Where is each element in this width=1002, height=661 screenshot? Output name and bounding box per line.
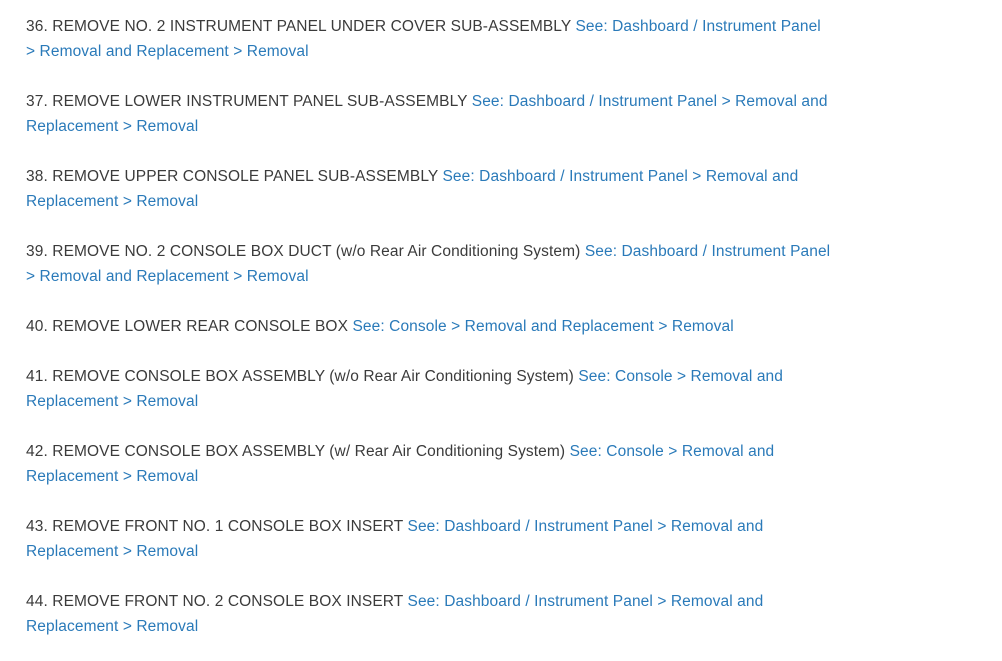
step-reference-link[interactable]: See: Dashboard / Instrument Panel > Removal and Replacement > Removal (26, 243, 831, 285)
list-item (26, 364, 832, 414)
step-title: REMOVE CONSOLE BOX ASSEMBLY (w/o Rear Air Conditioning System) (52, 368, 574, 385)
list-item (26, 514, 832, 564)
list-item (26, 164, 832, 214)
step-reference-link[interactable]: See: Dashboard / Instrument Panel > Removal and Replacement > Removal (26, 593, 764, 635)
step-number: 39. (26, 243, 48, 260)
step-reference-link[interactable]: See: Dashboard / Instrument Panel > Removal and Replacement > Removal (26, 168, 799, 210)
step-title: REMOVE UPPER CONSOLE PANEL SUB-ASSEMBLY (52, 168, 439, 185)
step-title: REMOVE FRONT NO. 2 CONSOLE BOX INSERT (52, 593, 404, 610)
step-number: 42. (26, 443, 48, 460)
list-item (26, 239, 832, 289)
list-item (26, 14, 832, 64)
step-reference-link[interactable]: See: Dashboard / Instrument Panel > Removal and Replacement > Removal (26, 18, 821, 60)
step-title: REMOVE NO. 2 CONSOLE BOX DUCT (w/o Rear Air Conditioning System) (52, 243, 581, 260)
step-number: 37. (26, 93, 48, 110)
step-title: REMOVE FRONT NO. 1 CONSOLE BOX INSERT (52, 518, 404, 535)
step-title: REMOVE LOWER INSTRUMENT PANEL SUB-ASSEMBLY (52, 93, 468, 110)
list-item (26, 589, 832, 639)
step-title: REMOVE LOWER REAR CONSOLE BOX (52, 318, 349, 335)
step-reference-link[interactable]: See: Console > Removal and Replacement > Removal (26, 368, 783, 410)
step-number: 43. (26, 518, 48, 535)
step-title: REMOVE NO. 2 INSTRUMENT PANEL UNDER COVER SUB-ASSEMBLY (52, 18, 572, 35)
step-reference-link[interactable]: See: Dashboard / Instrument Panel > Removal and Replacement > Removal (26, 93, 828, 135)
step-number: 36. (26, 18, 48, 35)
list-item (26, 314, 832, 339)
step-reference-link[interactable]: See: Console > Removal and Replacement > Removal (26, 443, 775, 485)
list-item (26, 89, 832, 139)
step-reference-link[interactable]: See: Dashboard / Instrument Panel > Removal and Replacement > Removal (26, 518, 764, 560)
step-number: 41. (26, 368, 48, 385)
list-item (26, 439, 832, 489)
step-number: 40. (26, 318, 48, 335)
step-number: 38. (26, 168, 48, 185)
step-reference-link[interactable]: See: Console > Removal and Replacement > Removal (352, 318, 734, 335)
step-number: 44. (26, 593, 48, 610)
step-title: REMOVE CONSOLE BOX ASSEMBLY (w/ Rear Air Conditioning System) (52, 443, 566, 460)
